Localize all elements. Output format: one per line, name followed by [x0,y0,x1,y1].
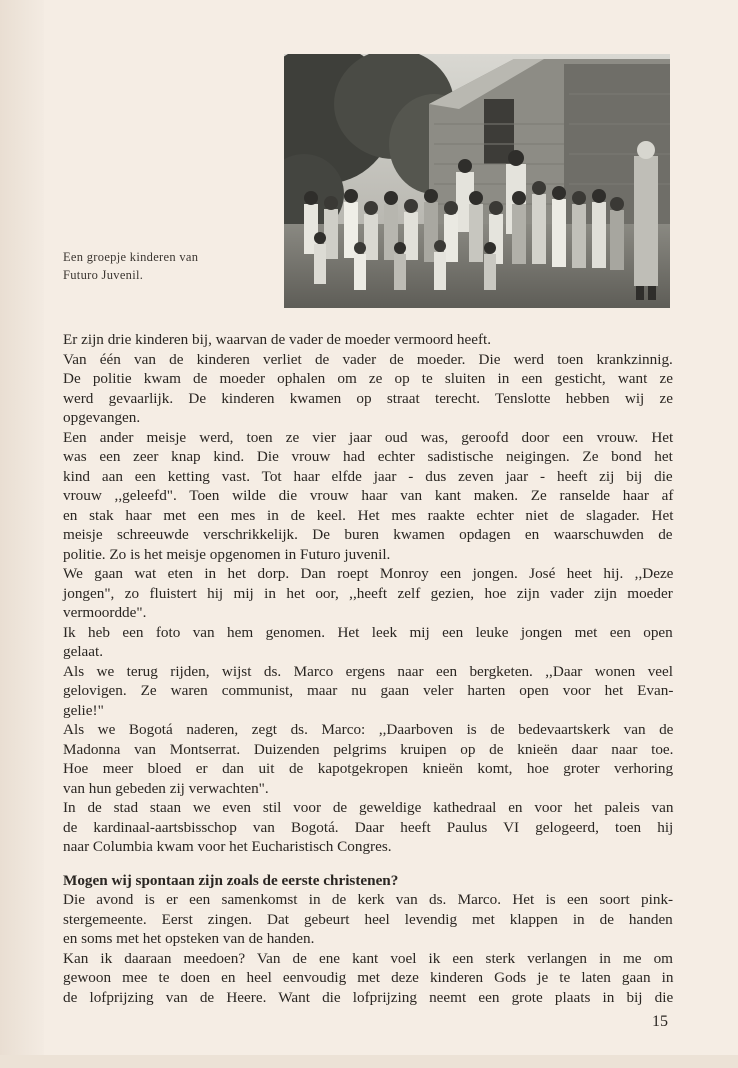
text-line: Als we terug rijden, wijst ds. Marco ergens naar een bergketen. ,,Daar wonen veel [63,662,673,680]
children-group-photo-illustration [284,54,670,308]
section-heading: Mogen wij spontaan zijn zoals de eerste christenen? [63,871,399,889]
text-line: Van één van de kinderen verliet de vader de moeder. Die werd toen krankzinnig. [63,350,673,368]
text-line: gelaat. [63,643,104,660]
text-line: We gaan wat eten in het dorp. Dan roept Monroy een jongen. José heet hij. ,,Deze [63,565,674,582]
text-line: de lofprijzing van de Heere. Want die lofprijzing neemt een grote plaats in bij die [63,988,674,1006]
text-line: Madonna van Montserrat. Duizenden pelgrims kruipen op de knieën daar naar toe. [63,740,674,758]
caption-line: Futuro Juvenil. [63,268,144,282]
page-left-edge [0,0,44,1068]
text-line: Er zijn drie kinderen bij, waarvan de vader de moeder vermoord heeft. [63,331,492,348]
text-line: was een zeer knap kind. Die vrouw had echter sadistische neigingen. Ze bond het [63,448,673,465]
text-line: opgevangen. [63,409,141,426]
text-line: Die avond is er een samenkomst in de kerk van ds. Marco. Het is een soort pink- [63,891,674,908]
text-line: naar Columbia kwam voor het Eucharistisch Congres. [63,838,392,855]
text-line: vrouw ,,geleefd". Toen wilde die vrouw haar van kant maken. Ze ranselde haar af [63,487,674,504]
page-bottom-edge [0,1055,738,1068]
photo-caption [63,248,268,284]
text-line: meisje schreeuwde verschrikkelijk. De buren kwamen opdagen en waarschuwden de [63,526,673,543]
text-line: de kardinaal-aartsbisschop van Bogotá. Daar heeft Paulus VI gelogeerd, toen hij [63,818,674,836]
text-line: gelovigen. Ze waren communist, maar nu gaan veler harten open voor het Evan- [63,682,674,699]
body-text [63,330,673,1007]
text-line: gewoon mee te doen en heel eenvoudig met deze kinderen Gods je te laten gaan in [63,969,674,986]
text-line: gelie!" [63,701,104,719]
group-photo [284,54,670,308]
text-line: jongen", zo fluistert hij mij in het oor, ,,heeft zelf gezien, hoe zijn vader zijn moeder [63,584,673,602]
text-line: Als we Bogotá naderen, zegt ds. Marco: ,,Daarboven is de bedevaartskerk van de [63,721,674,738]
text-line: kind aan een ketting vast. Tot haar elfde jaar - dus zeven jaar - heeft zij bij die [63,467,673,485]
caption-line: Een groepje kinderen van [63,250,199,264]
text-line: en stak haar met een mes in de keel. Het mes raakte echter niet de slagader. Het [63,506,674,524]
text-line: werd gevaarlijk. De kinderen kwamen op straat terecht. Tenslotte hebben wij ze [63,389,673,407]
text-line: en soms met het opsteken van de handen. [63,930,315,947]
page-number: 15 [652,1013,668,1030]
text-line: van hun gebeden zij verwachten". [63,779,269,797]
text-line: De politie kwam de moeder ophalen om ze op te sluiten in een gesticht, want ze [63,370,673,387]
text-line: Hoe meer bloed er dan uit de kapotgekropen knieën komt, hoe groter verhoring [63,760,674,777]
text-line: Een ander meisje werd, toen ze vier jaar oud was, geroofd door een vrouw. Het [63,428,674,446]
text-line: stergemeente. Eerst zingen. Dat gebeurt heel levendig met klappen in de handen [63,910,673,928]
text-line: Ik heb een foto van hem genomen. Het leek mij een leuke jongen met een open [63,623,673,641]
text-line: Kan ik daaraan meedoen? Van de ene kant voel ik een sterk verlangen in me om [63,949,673,967]
text-line: vermoordde". [63,604,147,621]
text-line: politie. Zo is het meisje opgenomen in Futuro juvenil. [63,545,391,563]
text-line: In de stad staan we even stil voor de geweldige kathedraal en voor het paleis van [63,799,674,816]
